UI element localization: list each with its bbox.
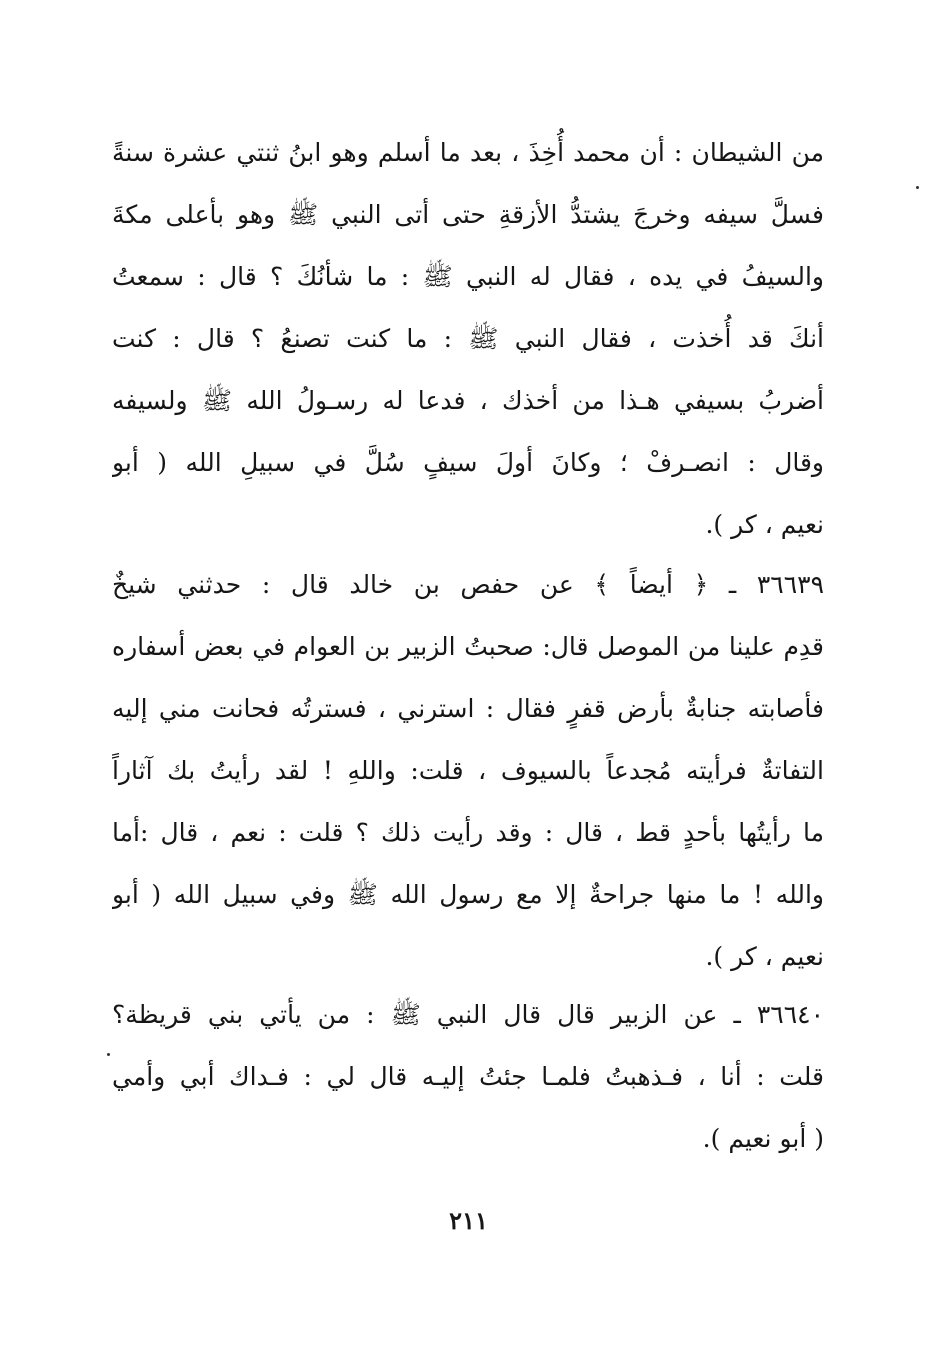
text-line: فسلَّ سيفه وخرجَ يشتدُّ الأزقةِ حتى أتى النبي ﷺ وهو بأعلى مكةَ (112, 200, 824, 229)
text-line: نعيم ، كر ). (705, 510, 824, 539)
text-line: قدِم علينا من الموصل قال: صحبتُ الزبير بن العوام في بعض أسفاره (112, 632, 824, 661)
text-line: التفاتةٌ فرأيته مُجدعاً بالسيوف ، قلت: واللهِ ! لقد رأيتُ بك آثاراً (112, 756, 824, 785)
paragraph-3 (112, 984, 824, 1170)
text-line: والسيفُ في يده ، فقال له النبي ﷺ : ما شأنُكَ ؟ قال : سمعتُ (112, 262, 824, 291)
paragraph-2 (112, 554, 824, 988)
text-line: من الشيطان : أن محمد أُخِذَ ، بعد ما أسلم وهو ابنُ ثنتي عشرة سنةً (112, 138, 824, 167)
text-line: ٣٦٦٣٩ ـ ﴿ أيضاً ﴾ عن حفص بن خالد قال : حدثني شيخٌ (112, 570, 824, 599)
text-line: والله ! ما منها جراحةٌ إلا مع رسول الله ﷺ وفي سبيل الله ( أبو (112, 880, 824, 909)
paragraph-1 (112, 122, 824, 556)
text-line: وقال : انصـرفْ ؛ وكانَ أولَ سيفٍ سُلَّ في سبيلِ الله ( أبو (112, 448, 824, 477)
text-line: ما رأيتُها بأحدٍ قط ، قال : وقد رأيت ذلك ؟ قلت : نعم ، قال :أما (112, 818, 824, 847)
scan-speck (916, 186, 919, 189)
text-line: ٣٦٦٤٠ ـ عن الزبير قال قال النبي ﷺ : من يأتي بني قريظة؟ (112, 1000, 824, 1029)
text-line: ( أبو نعيم ). (702, 1124, 824, 1153)
text-line: أنكَ قد أُخذت ، فقال النبي ﷺ : ما كنت تصنعُ ؟ قال : كنت (112, 324, 824, 353)
text-line: فأصابته جنابةٌ بأرض قفرٍ فقال : استرني ، فسترتُه فحانت مني إليه (112, 694, 824, 723)
page-number: ٢١١ (449, 1206, 488, 1235)
text-line: قلت : أنا ، فـذهبتُ فلمـا جئتُ إليـه قال لي : فـداك أبي وأمي (112, 1062, 824, 1091)
scan-speck (107, 1053, 110, 1056)
text-line: نعيم ، كر ). (705, 942, 824, 971)
text-line: أضربُ بسيفي هـذا من أخذك ، فدعا له رسـولُ الله ﷺ ولسيفه (112, 386, 824, 415)
